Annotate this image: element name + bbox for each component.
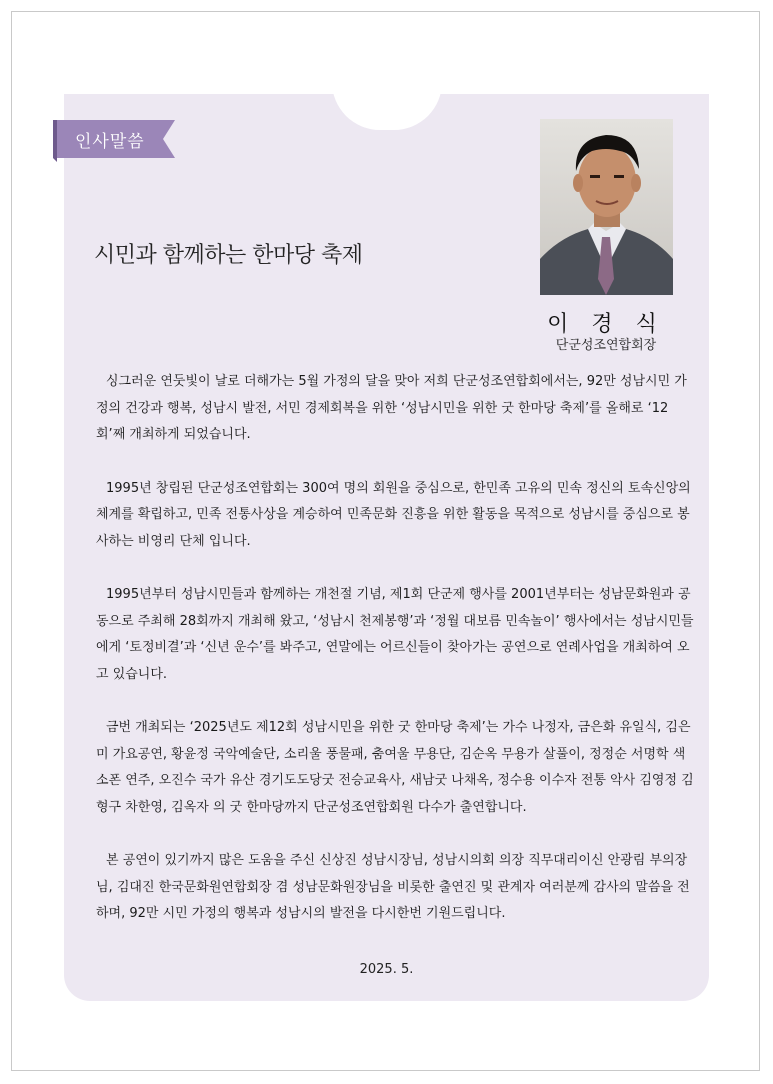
document-date: 2025. 5.: [359, 962, 414, 977]
author-title: 단군성조연합회장: [555, 338, 657, 353]
ribbon-label: 인사말씀: [75, 132, 145, 152]
paragraph: 금번 개최되는 ‘2025년도 제12회 성남시민을 위한 굿 한마당 축제’는 가수 나정자, 금은화 유일식, 김은미 가요공연, 황윤정 국악예술단, 소리울 풍물패, 춤여울 무용단, 김순옥 무용가 살풀이, 정정순 서명학 색소폰 연주, 오진수 국가 유산 경기도도당굿 전승교육사, 새남굿 나채옥, 정수용 이수자 전통 악사 김영정 김형구 차한영, 김옥자 의 굿 한마당까지 단군성조연합회원 다수가 출연합니다.: [96, 720, 694, 815]
paragraph: 본 공연이 있기까지 많은 도움을 주신 신상진 성남시장님, 성남시의회 의장 직무대리이신 안광림 부의장님, 김대진 한국문화원연합회장 겸 성남문화원장님을 비롯한 출연진 및 관계자 여러분께 감사의 말씀을 전하며, 92만 시민 가정의 행복과 성남시의 발전을 다시한번 기원드립니다.: [96, 853, 690, 921]
author-portrait: [540, 119, 673, 295]
page-title: 시민과 함께하는 한마당 축제: [94, 243, 363, 268]
greeting-body: [96, 369, 696, 955]
paragraph: 1995년 창립된 단군성조연합회는 300여 명의 회원을 중심으로, 한민족 고유의 민속 정신의 토속신앙의 체계를 확립하고, 민족 전통사상을 계승하여 민족문화 진흥을 위한 활동을 목적으로 성남시를 중심으로 봉사하는 비영리 단체 입니다.: [96, 480, 691, 549]
author-photo-icon: [540, 119, 673, 295]
section-ribbon: [53, 120, 175, 162]
paragraph: 싱그러운 연둣빛이 날로 더해가는 5월 가정의 달을 맞아 저희 단군성조연합회에서는, 92만 성남시민 가정의 건강과 행복, 성남시 발전, 서민 경제회복을 위한 ‘성남시민을 위한 굿 한마당 축제’를 올해로 ‘12회’째 개최하게 되었습니다.: [96, 374, 687, 442]
author-name: 이 경 식: [547, 312, 665, 337]
paragraph: 1995년부터 성남시민들과 함께하는 개천절 기념, 제1회 단군제 행사를 2001년부터는 성남문화원과 공동으로 주최해 28회까지 개최해 왔고, ‘성남시 천제봉행’과 ‘정월 대보름 민속놀이’ 행사에서는 성남시민들에게 ‘토정비결’과 ‘신년 운수’를 봐주고, 연말에는 어르신들이 찾아가는 공연으로 연례사업을 개최하여 오고 있습니다.: [96, 587, 694, 682]
